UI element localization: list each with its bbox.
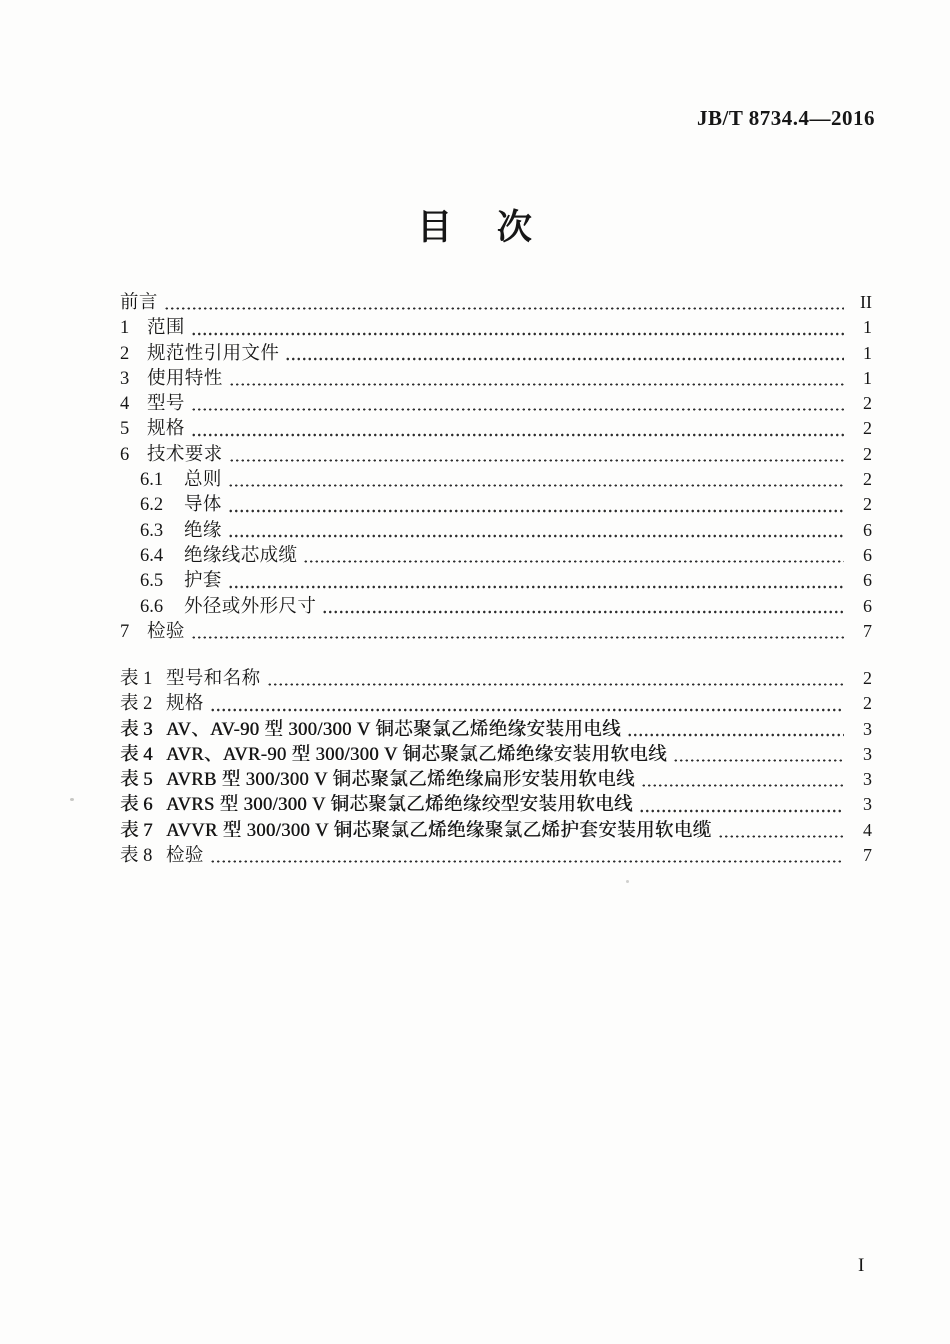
dot-leader-line (228, 533, 844, 539)
dot-leader-line (285, 356, 844, 362)
toc-entry-page: II (860, 292, 872, 312)
dot-leader-line (228, 508, 844, 514)
toc-entry-number: 表 5 (120, 770, 153, 791)
toc-entry-label: 型号和名称 (166, 669, 261, 689)
toc-table-entry (120, 742, 872, 767)
toc-entry-number: 表 1 (120, 669, 153, 689)
toc-entry-label: 外径或外形尺寸 (184, 596, 317, 617)
toc-entry-label: 使用特性 (147, 368, 223, 389)
toc-table-entry (120, 818, 872, 843)
toc-entry-number: 6 (120, 444, 130, 465)
toc-entry-page: 2 (863, 693, 872, 714)
dot-leader-line (673, 757, 844, 763)
dot-leader-line (229, 457, 844, 463)
toc-entry-number: 4 (120, 394, 130, 415)
toc-entry-page: 6 (863, 570, 872, 591)
toc-entry-label: 绝缘 (184, 520, 222, 541)
dot-leader-line (191, 331, 844, 337)
toc-table-entry (120, 691, 872, 716)
scan-speck-artifact (70, 798, 74, 801)
toc-chapter-entry (120, 391, 872, 416)
toc-chapter-entry (120, 315, 872, 340)
toc-entry-label: 规格 (147, 419, 185, 440)
toc-entry-page: 2 (863, 418, 872, 439)
toc-entry-label: 总则 (184, 470, 222, 491)
toc-entry-label: AVRS 型 300/300 V 铜芯聚氯乙烯绝缘绞型安装用软电线 (166, 795, 633, 816)
toc-chapter-entry (120, 543, 872, 568)
dot-leader-line (191, 634, 844, 640)
toc-chapter-entry (120, 467, 872, 492)
standard-doc-number: JB/T 8734.4—2016 (697, 106, 875, 130)
toc-entry-number: 6.1 (140, 470, 164, 491)
toc-chapter-entry (120, 442, 872, 467)
toc-entry-label: 型号 (147, 394, 185, 415)
toc-entry-number: 6.3 (140, 520, 164, 541)
toc-entry-page: 2 (863, 494, 872, 515)
toc-chapter-entry (120, 619, 872, 644)
dot-leader-line (191, 406, 844, 412)
toc-chapter-entry (120, 290, 872, 315)
toc-entry-page: 3 (863, 769, 872, 790)
toc-entry-page: 3 (863, 743, 872, 764)
dot-leader-line (228, 584, 844, 590)
toc-table-list (120, 666, 872, 868)
dot-leader-line (164, 305, 844, 311)
toc-entry-label: 规范性引用文件 (147, 343, 280, 364)
page-title: 目 次 (417, 208, 533, 247)
scan-speck-artifact (626, 880, 629, 883)
dot-leader-line (229, 381, 844, 387)
toc-entry-page: 2 (863, 668, 872, 688)
toc-entry-number: 表 8 (120, 846, 153, 867)
toc-entry-page: 1 (863, 367, 872, 388)
toc-entry-page: 3 (863, 794, 872, 815)
toc-entry-page: 4 (863, 819, 872, 840)
toc-chapter-entry (120, 518, 872, 543)
toc-entry-number: 6.6 (140, 596, 164, 617)
toc-entry-number: 2 (120, 343, 130, 364)
toc-entry-label: 前言 (120, 293, 158, 313)
toc-entry-page: 6 (863, 595, 872, 616)
toc-entry-page: 7 (863, 620, 872, 641)
toc-entry-page: 2 (863, 393, 872, 414)
toc-table-entry (120, 767, 872, 792)
toc-table-entry (120, 666, 872, 691)
toc-chapter-entry (120, 492, 872, 517)
toc-chapter-entry (120, 341, 872, 366)
dot-leader-line (228, 482, 844, 488)
toc-entry-page: 7 (863, 845, 872, 866)
toc-entry-number: 6.2 (140, 495, 164, 516)
dot-leader-line (322, 609, 844, 615)
toc-chapter-entry (120, 366, 872, 391)
toc-entry-number: 5 (120, 419, 130, 440)
toc-entry-label: 护套 (184, 571, 222, 592)
toc-entry-page: 1 (863, 317, 872, 338)
footer-page-number: I (858, 1255, 866, 1276)
dot-leader-line (639, 808, 844, 814)
toc-chapter-entry (120, 594, 872, 619)
toc-entry-number: 7 (120, 621, 130, 642)
dot-leader-line (641, 782, 844, 788)
toc-entry-label: 技术要求 (147, 444, 223, 465)
toc-table-entry (120, 717, 872, 742)
toc-entry-number: 6.4 (140, 545, 164, 566)
dot-leader-line (267, 681, 844, 687)
dot-leader-line (718, 833, 844, 839)
toc-entry-label: 规格 (166, 694, 204, 715)
dot-leader-line (210, 858, 844, 864)
toc-entry-page: 2 (863, 469, 872, 490)
toc-entry-label: AVR、AVR-90 型 300/300 V 铜芯聚氯乙烯绝缘安装用软电线 (166, 744, 667, 765)
toc-entry-label: 范围 (147, 318, 185, 339)
dot-leader-line (210, 707, 844, 713)
toc-entry-number: 表 6 (120, 795, 153, 816)
toc-entry-page: 2 (863, 443, 872, 464)
dot-leader-line (303, 558, 844, 564)
toc-entry-label: AV、AV-90 型 300/300 V 铜芯聚氯乙烯绝缘安装用电线 (166, 719, 621, 740)
toc-entry-page: 1 (863, 342, 872, 363)
dot-leader-line (191, 432, 844, 438)
toc-entry-number: 1 (120, 318, 130, 339)
toc-chapter-entry (120, 568, 872, 593)
toc-entry-number: 6.5 (140, 571, 164, 592)
toc-table-entry (120, 843, 872, 868)
toc-entry-number: 表 2 (120, 694, 153, 715)
toc-entry-number: 3 (120, 368, 130, 389)
toc-entry-label: AVRB 型 300/300 V 铜芯聚氯乙烯绝缘扁形安装用软电线 (166, 770, 635, 791)
toc-entry-page: 3 (863, 718, 872, 739)
toc-entry-label: 绝缘线芯成缆 (184, 545, 298, 566)
toc-chapter-entry (120, 416, 872, 441)
toc-entry-label: 检验 (166, 846, 204, 867)
toc-entry-label: 检验 (147, 621, 185, 642)
toc-entry-page: 6 (863, 519, 872, 540)
toc-entry-number: 表 3 (120, 719, 153, 740)
dot-leader-line (627, 732, 844, 738)
toc-table-entry (120, 792, 872, 817)
toc-entry-label: 导体 (184, 495, 222, 516)
toc-entry-page: 6 (863, 544, 872, 565)
toc-entry-number: 表 4 (120, 744, 153, 765)
toc-entry-number: 表 7 (120, 820, 153, 841)
toc-chapter-list (120, 290, 872, 644)
toc-entry-label: AVVR 型 300/300 V 铜芯聚氯乙烯绝缘聚氯乙烯护套安装用软电缆 (166, 820, 712, 841)
